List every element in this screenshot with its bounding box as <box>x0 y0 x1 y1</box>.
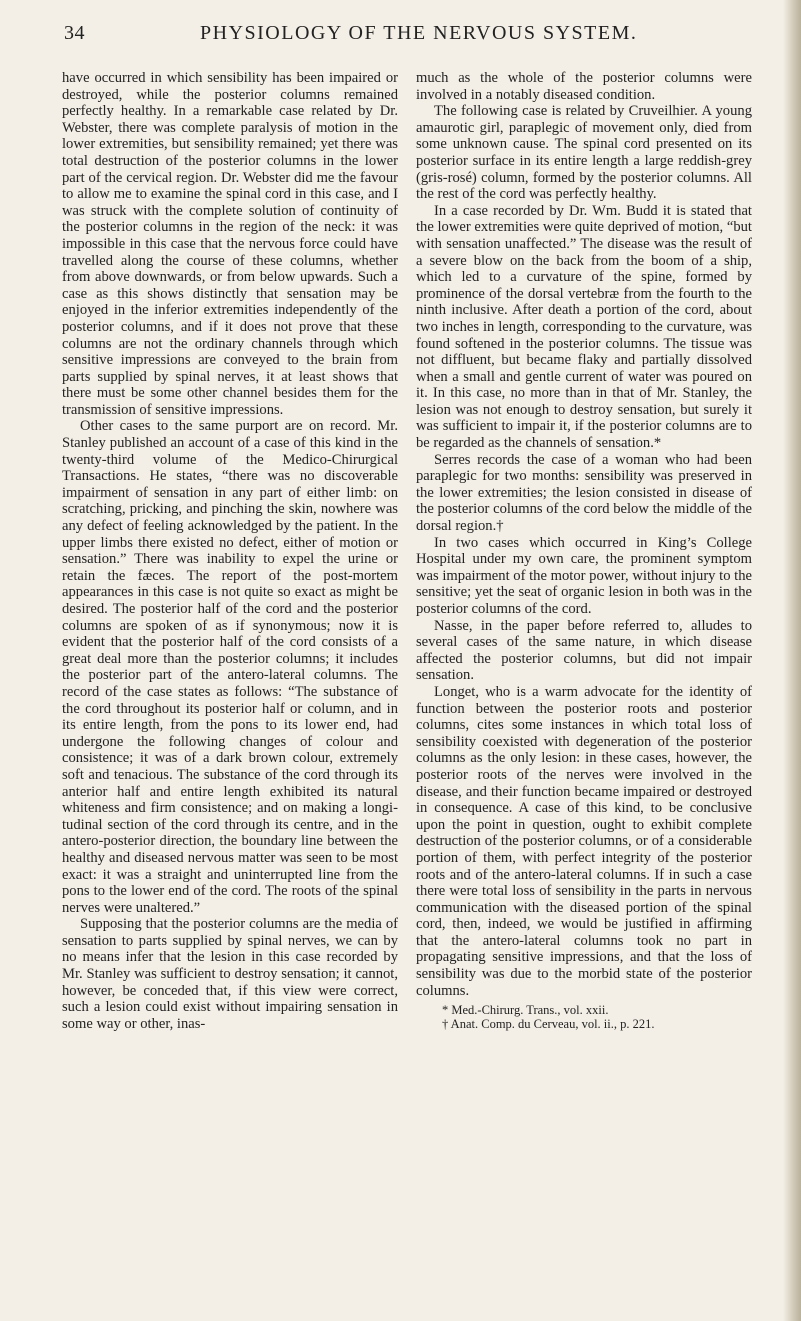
footnote: * Med.-Chirurg. Trans., vol. xxii. <box>442 1003 609 1018</box>
page-number: 34 <box>64 22 85 44</box>
paragraph: Supposing that the posterior columns are the media of sensation to parts supplied by spinal nerves, we can by no means infer that the lesion in this case recorded by Mr. Stanley was sufficient to destroy sensation; it cannot, however, be conceded that, if this view were correct, such a lesion could exist without impairing sensation in some way or other, inas- <box>62 916 398 1032</box>
running-title: PHYSIOLOGY OF THE NERVOUS SYSTEM. <box>200 22 638 44</box>
paragraph: Longet, who is a warm advocate for the identity of function between the posterior roots and posterior columns, cites some instances in which total loss of sensibility coexisted with degeneration of the posterior columns as the only lesion: in these cases, however, the posterior roots of the nerves were involved in the disease, and their function became impaired or destroyed in consequence. A case of this kind, to be conclusive upon the point in question, ought to exhibit complete destruction of the posterior columns, or of a considerable portion of them, with perfect integrity of the posterior roots and of the antero-lateral columns. If in such a case there were total loss of sensibility in the parts in nervous communication with the diseased portion of the spinal cord, then, indeed, we would be justified in affirming that the antero-lateral columns took no part in propagating sensitive impressions, and that the loss of sensibility was due to the morbid state of the posterior columns. <box>416 683 752 999</box>
paragraph: much as the whole of the posterior columns were involved in a notably diseased condition. <box>416 70 752 103</box>
paragraph: have occurred in which sensibility has been impaired or destroyed, while the posterior columns remained perfectly healthy. In a remarkable case related by Dr. Webster, there was complete paralysis of motion in the lower extremities, but sensibility remained; yet there was total destruction of the posterior columns in the lower part of the cervical region. Dr. Webster did me the favour to allow me to examine the spinal cord in this case, and I was struck with the complete solution of continuity of the posterior columns in the region of the neck: it was impossible in this case that the nervous force could have travelled along the course of these columns, whether from above downwards, or from below upwards. Such a case as this shows distinctly that sensation may be enjoyed in the inferior extremities independently of the posterior columns, and if it does not prove that these columns are not the ordinary channels through which sensitive impressions are conveyed to the brain from parts supplied by spinal nerves, it at least shows that there must be some other channel besides them for the transmission of sensitive impressions. <box>62 70 398 418</box>
paragraph: Nasse, in the paper before referred to, alludes to several cases of the same nature, in which disease affected the posterior columns, but did not impair sensation. <box>416 617 752 684</box>
paragraph: In a case recorded by Dr. Wm. Budd it is stated that the lower extremities were quite deprived of motion, “but with sensation unaffected.” The disease was the result of a severe blow on the back from the boom of a ship, which led to a curvature of the spine, formed by prominence of the dorsal vertebræ from the fourth to the ninth inclusive. After death a portion of the cord, about two inches in length, corresponding to the curvature, was found softened in the posterior columns. The tissue was not diffluent, but became flaky and partially dissolved when a small and gentle current of water was poured on it. In this case, no more than in that of Mr. Stanley, the lesion was not enough to destroy sensation, but surely it was sufficient to impair it, if the posterior columns are to be regarded as the channels of sensation.* <box>416 202 752 452</box>
paragraph: In two cases which occurred in King’s College Hospital under my own care, the prominent symptom was impairment of the motor power, without injury to the sensitive; yet the seat of organic lesion in both was in the posterior columns of the cord. <box>416 534 752 617</box>
footnotes <box>416 1003 752 1031</box>
page-edge-shadow <box>783 0 801 1321</box>
left-column <box>62 70 398 1032</box>
running-header <box>64 22 764 52</box>
paragraph: The following case is related by Cruveilhier. A young amaurotic girl, paraplegic of movement only, died from some unknown cause. The spinal cord presented on its posterior surface in its entire length a large reddish-grey (gris-rosé) column, formed by the posterior columns. All the rest of the cord was perfectly healthy. <box>416 103 752 203</box>
right-column <box>416 70 752 1031</box>
paragraph: Other cases to the same purport are on record. Mr. Stanley published an account of a case of this kind in the twenty-third volume of the Medico-Chirurgical Transactions. He states, “there was no discoverable impairment of sensation in any part of either limb: on scratching, pricking, and pinching the skin, nowhere was any defect of feeling acknowledged by the patient. In the upper limbs there existed no defect, either of motion or sensation.” There was inability to expel the urine or retain the fæces. The report of the post-mortem appearances in this case is not quite so exact as might be desired. The posterior half of the cord and the posterior columns are spoken of as if synonymous; now it is evident that the posterior half of the cord consists of a great deal more than the posterior columns; it includes the posterior part of the antero-lateral columns. The record of the case states as follows: “The substance of the cord throughout its posterior half or column, and in its entire length, from the pons to its lower end, had undergone the following changes of colour and consistence; it was of a dark brown colour, extremely soft and tenacious. The substance of the cord through its anterior half and entire length exhibited its natural whiteness and firm consistence; and on making a longitudinal section of the cord through its centre, and in the antero-posterior direction, the boundary line between the healthy and diseased nervous matter was seen to be most exact: it was a straight and uninterrupted line from the pons to the lower end of the cord. The roots of the spinal nerves were unaltered.” <box>62 418 398 916</box>
footnote: † Anat. Comp. du Cerveau, vol. ii., p. 221. <box>442 1017 655 1032</box>
paragraph: Serres records the case of a woman who had been paraplegic for two months: sensibility was preserved in the lower extremities; the lesion consisted in disease of the posterior columns of the cord below the middle of the dorsal region.† <box>416 451 752 535</box>
